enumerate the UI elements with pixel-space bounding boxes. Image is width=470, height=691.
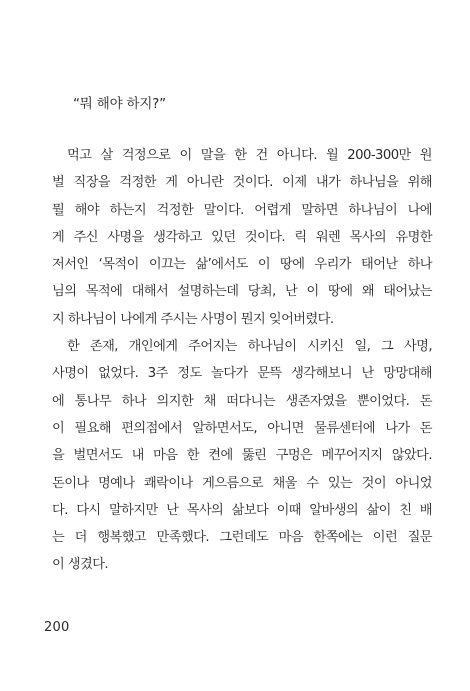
- paragraph-2-line-4: 이 필요해 편의점에서 알하면서도, 아니면 물류센터에 나가 돈: [52, 420, 432, 436]
- page-number: 200: [44, 620, 70, 635]
- paragraph-2-line-1: 한 존재, 개인에게 주어지는 하나님이 시키신 일, 그 사명,: [67, 339, 432, 355]
- paragraph-1-line-7: 지 하나님이 나에게 주시는 사명이 뭔지 잊어버렸다.: [52, 311, 334, 327]
- paragraph-1-line-1: 먹고 살 걱정으로 이 말을 한 건 아니다. 월 200-300만 원: [67, 148, 432, 163]
- paragraph-2-line-5: 을 벌면서도 내 마음 한 켠에 뚫린 구멍은 메꾸어지지 않았다.: [52, 448, 432, 464]
- paragraph-1-line-2: 벌 직장을 걱정한 게 아니란 것이다. 이제 내가 하나님을 위해: [52, 175, 432, 191]
- paragraph-2-line-6: 돈이나 명예나 쾌락이나 게으름으로 채울 수 있는 것이 아니었: [52, 475, 432, 491]
- paragraph-2-line-9: 이 생겼다.: [52, 557, 109, 573]
- opening-quote: “뭐 해야 하지?”: [73, 96, 166, 112]
- paragraph-2-line-2: 사명이 없었다. 3주 정도 놀다가 문뜩 생각해보니 난 망망대해: [52, 366, 432, 382]
- paragraph-1-line-5: 저서인 ‘목적이 이끄는 삶’에서도 이 땅에 우리가 태어난 하나: [52, 257, 432, 273]
- paragraph-1-line-6: 님의 목적에 대해서 설명하는데 당최, 난 이 땅에 왜 태어났는: [52, 284, 432, 300]
- paragraph-1-line-3: 뭘 해야 하는지 걱정한 말이다. 어렵게 말하면 하나님이 나에: [52, 202, 432, 218]
- paragraph-1-line-4: 게 주신 사명을 생각하고 있던 것이다. 릭 워렌 목사의 유명한: [52, 229, 432, 245]
- paragraph-2-line-8: 는 더 행복했고 만족했다. 그런데도 마음 한쪽에는 이런 질문: [52, 530, 432, 546]
- body-text: [52, 142, 432, 579]
- paragraph-2-line-7: 다. 다시 말하지만 난 목사의 삶보다 이때 알바생의 삶이 친 배: [52, 502, 432, 518]
- paragraph-2-line-3: 에 통나무 하나 의지한 채 떠다니는 생존자였을 뿐이었다. 돈: [52, 393, 432, 409]
